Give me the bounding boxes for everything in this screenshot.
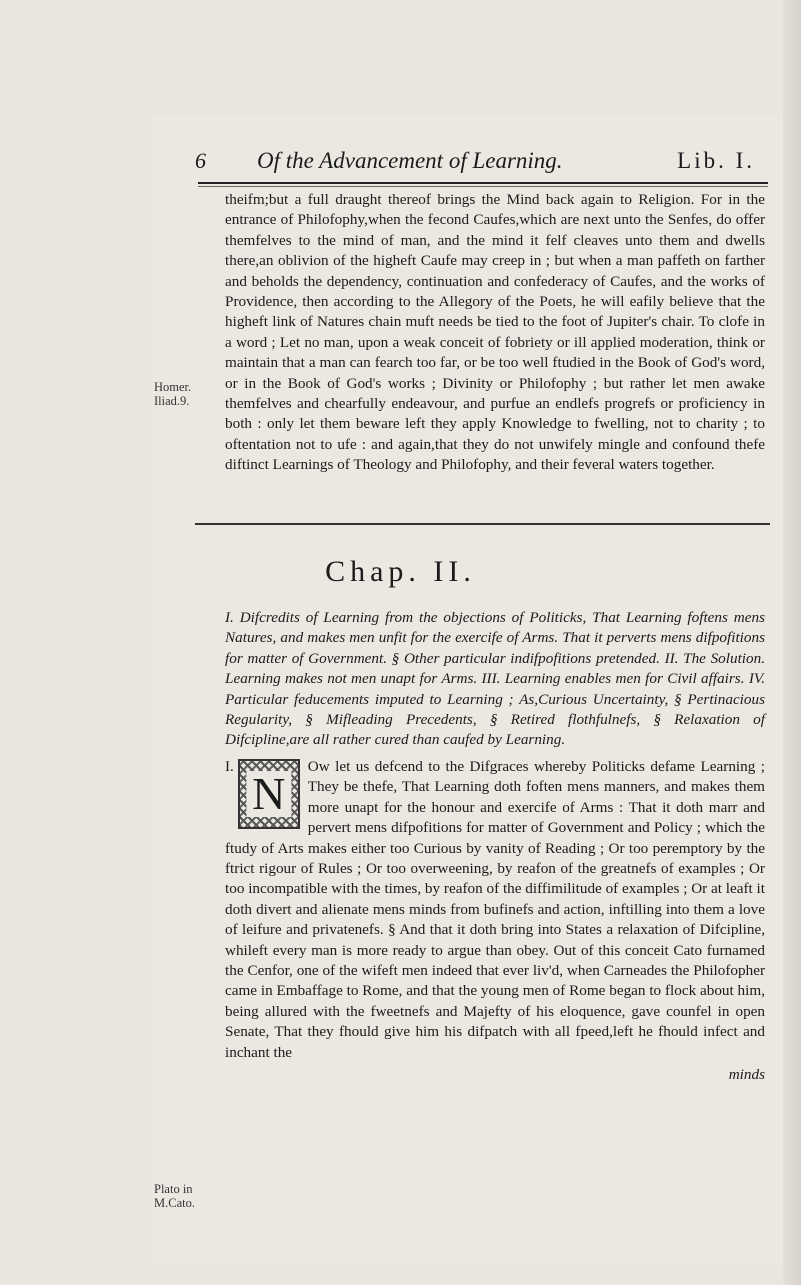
margin-note-plato: Plato in M.Cato. bbox=[154, 1182, 195, 1210]
main-paragraph bbox=[225, 757, 765, 1267]
page-edge bbox=[783, 0, 801, 1285]
catchword: minds bbox=[728, 1066, 765, 1084]
opening-paragraph bbox=[225, 190, 765, 515]
section-divider bbox=[195, 523, 770, 525]
page-number: 6 bbox=[195, 148, 206, 173]
chapter-summary bbox=[225, 608, 765, 749]
running-title: Of the Advancement of Learning. bbox=[257, 148, 563, 173]
drop-cap-letter: N bbox=[246, 771, 291, 817]
paragraph-text: theifm;but a full draught thereof brings the Mind back again to Religion. For in the entrance of Philofophy,when the fecond Caufes,which are next unto the Senfes, do offer themfelves to the mind of man, and the mind it felf cleaves unto them and dwells there,an oblivion of the higheft Caufe may creep in ; but when a man paffeth on farther and beholds the dependency, continuation and confederacy of Caufes, and the works of Providence, then according to the Allegory of the Poets, he will eafily believe that the higheft link of Natures chain muft needs be tied to the foot of Jupiter's chair. To clofe in a word ; Let no man, upon a weak conceit of fobriety or ill applied moderation, think or maintain that a man can fearch too far, or be too well ftudied in the Book of God's word, or in the Book of God's works ; Divinity or Philofophy ; but rather let men awake themfelves and chearfully endeavour, and purfue an endlefs progrefs or proficiency in both : only let them beware left they apply Knowledge to fwelling, not to charity ; to oftentation not to ufe : and again,that they do not unwifely mingle and confound thefe diftinct Learnings of Theology and Philofophy, and their feveral waters together. bbox=[225, 191, 765, 474]
margin-note-homer: Homer. Iliad.9. bbox=[154, 380, 192, 408]
header-rule-thin bbox=[198, 186, 768, 187]
chapter-heading: Chap. II. bbox=[325, 555, 476, 588]
header-rule bbox=[198, 182, 768, 184]
summary-text: I. Difcredits of Learning from the objections of Politicks, That Learning foftens mens Natures, and makes men unfit for the exercife of Arms. That it perverts mens difpofitions for matter of Government. § Other particular indifpofitions pretended. II. The Solution. Learning makes not men unapt for Arms. III. Learning enables men for Civil affairs. IV. Particular feducements imputed to Learning ; As,Curious Uncertainty, § Pertinacious Regularity, § Mifleading Precedents, § Retired flothfulnefs, § Relaxation of Difcipline,are all rather cured than caufed by Learning. bbox=[225, 609, 765, 749]
paragraph-number: I. bbox=[225, 759, 234, 775]
paragraph-text: Ow let us defcend to the Difgraces whereby Politicks defame Learning ; They be thefe, That Learning doth foften mens manners, and makes them more unapt for the honour and exercife of Arms : That it doth marr and pervert mens difpofitions for matter of Government and Policy ; which the ftudy of Arts makes either too Curious by vanity of Reading ; Or too peremptory by the ftrict rigour of Rules ; Or too overweening, by reafon of the greatnefs of examples ; Or too incompatible with the times, by reafon of the diffimilitude of examples ; Or at leaft it doth divert and alienate mens minds from bufinefs and action, inftilling into them a love of leifure and privatenefs. § And that it doth bring into States a relaxation of Difcipline, whileft every man is more ready to argue than obey. Out of this conceit Cato furnamed the Cenfor, one of the wifeft men indeed that ever liv'd, when Carneades the Philofopher came in Embaffage to Rome, and that the young men of Rome began to flock about him, being allured with the fweetnefs and Majefty of his eloquence, gave counfel in open Senate, That they fhould give him his difpatch with all fpeed,left he fhould infect and inchant the bbox=[225, 758, 766, 1061]
book-label: Lib. I. bbox=[677, 148, 755, 173]
drop-cap-ornament bbox=[238, 759, 300, 829]
running-header bbox=[195, 148, 755, 182]
